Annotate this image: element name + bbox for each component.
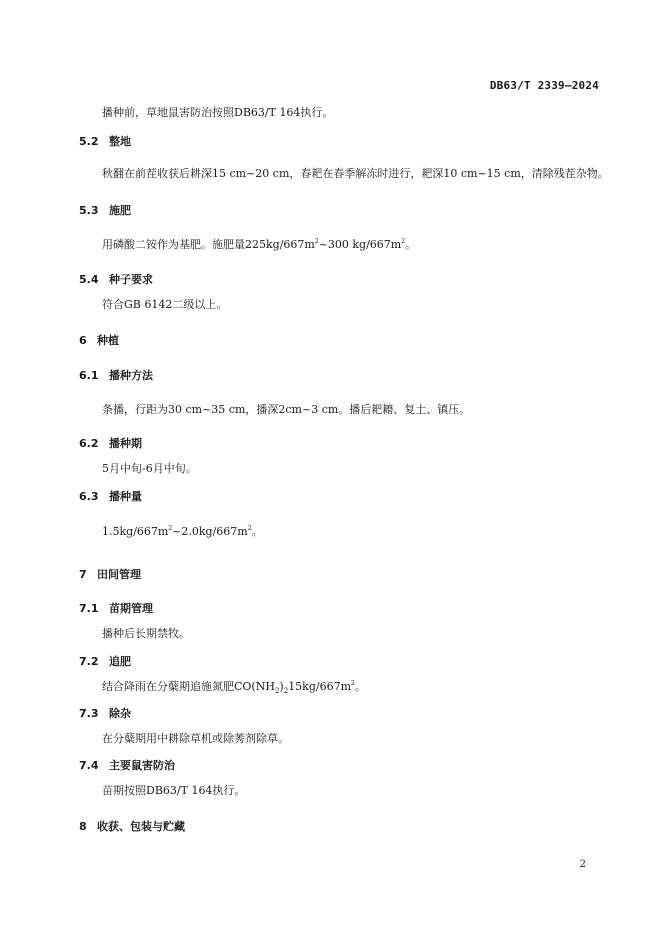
heading-number: 8 — [79, 820, 87, 833]
document-code: DB63/T 2339—2024 — [489, 79, 599, 92]
page-number: 2 — [579, 859, 586, 870]
heading-number: 7.1 — [79, 602, 99, 615]
heading-8 — [79, 820, 185, 834]
text-segment: ~300 kg/667m — [318, 238, 402, 251]
heading-title: 苗期管理 — [109, 602, 153, 615]
heading-number: 7 — [79, 568, 87, 581]
heading-title: 种子要求 — [109, 273, 153, 286]
superscript: 2 — [247, 525, 252, 532]
heading-title: 播种量 — [109, 490, 142, 503]
heading-title: 收获、包装与贮藏 — [97, 820, 185, 833]
heading-number: 6.1 — [79, 369, 99, 382]
paragraph-5-3 — [102, 238, 416, 252]
text-segment: ~2.0kg/667m — [172, 525, 248, 538]
text-segment: 。 — [405, 238, 417, 251]
heading-number: 6.2 — [79, 437, 99, 450]
text-segment: 15kg/667m — [288, 680, 352, 693]
heading-title: 播种期 — [109, 437, 142, 450]
heading-title: 整地 — [109, 135, 131, 148]
text-segment: ) — [279, 680, 284, 693]
heading-number: 5.4 — [79, 273, 99, 286]
heading-7 — [79, 568, 141, 582]
heading-6-2 — [79, 437, 142, 451]
subscript: 2 — [274, 687, 280, 696]
heading-7-1 — [79, 602, 153, 616]
paragraph-7-3: 在分蘖期用中耕除草机或除莠剂除草。 — [102, 732, 289, 745]
heading-title: 田间管理 — [97, 568, 141, 581]
paragraph-6-2: 5月中旬-6月中旬。 — [102, 462, 197, 475]
heading-7-3 — [79, 707, 131, 721]
heading-number: 7.4 — [79, 759, 99, 772]
heading-number: 7.2 — [79, 655, 99, 668]
heading-number: 5.2 — [79, 135, 99, 148]
paragraph-7-4: 苗期按照DB63/T 164执行。 — [102, 784, 246, 797]
heading-5-2 — [79, 135, 131, 149]
heading-number: 7.3 — [79, 707, 99, 720]
text-segment: 结合降雨在分蘖期追施氮肥CO(NH — [102, 680, 275, 693]
superscript: 2 — [351, 680, 355, 687]
heading-5-3 — [79, 204, 131, 218]
heading-7-2 — [79, 655, 131, 669]
heading-7-4 — [79, 759, 175, 773]
heading-number: 6.3 — [79, 490, 99, 503]
paragraph-6-1: 条播，行距为30 cm~35 cm，播深2cm~3 cm。播后耙耱、复土、镇压。 — [102, 403, 471, 416]
heading-number: 6 — [79, 334, 87, 347]
heading-title: 种植 — [97, 334, 119, 347]
heading-6-1 — [79, 369, 153, 383]
heading-5-4 — [79, 273, 153, 287]
paragraph-5-2: 秋翻在前茬收获后耕深15 cm~20 cm，春耙在春季解冻时进行，耙深10 cm~15 cm，清除残茬杂物。 — [102, 167, 609, 180]
heading-title: 主要鼠害防治 — [109, 759, 175, 772]
heading-title: 播种方法 — [109, 369, 153, 382]
superscript: 2 — [314, 238, 319, 245]
paragraph-intro: 播种前，草地鼠害防治按照DB63/T 164执行。 — [102, 106, 334, 119]
heading-title: 施肥 — [109, 204, 131, 217]
heading-title: 追肥 — [109, 655, 131, 668]
superscript: 2 — [168, 525, 173, 532]
paragraph-5-4: 符合GB 6142二级以上。 — [102, 298, 228, 311]
heading-6 — [79, 334, 119, 348]
heading-6-3 — [79, 490, 142, 504]
heading-title: 除杂 — [109, 707, 131, 720]
superscript: 2 — [401, 238, 406, 245]
text-segment: 。 — [251, 525, 263, 538]
text-segment: 。 — [354, 680, 366, 693]
heading-number: 5.3 — [79, 204, 99, 217]
text-segment: 用磷酸二铵作为基肥。施肥量225kg/667m — [102, 238, 315, 251]
text-segment: 1.5kg/667m — [102, 525, 169, 538]
paragraph-7-1: 播种后长期禁牧。 — [102, 627, 190, 640]
subscript: 2 — [283, 687, 289, 696]
paragraph-7-2 — [102, 680, 366, 694]
paragraph-6-3 — [102, 525, 263, 539]
